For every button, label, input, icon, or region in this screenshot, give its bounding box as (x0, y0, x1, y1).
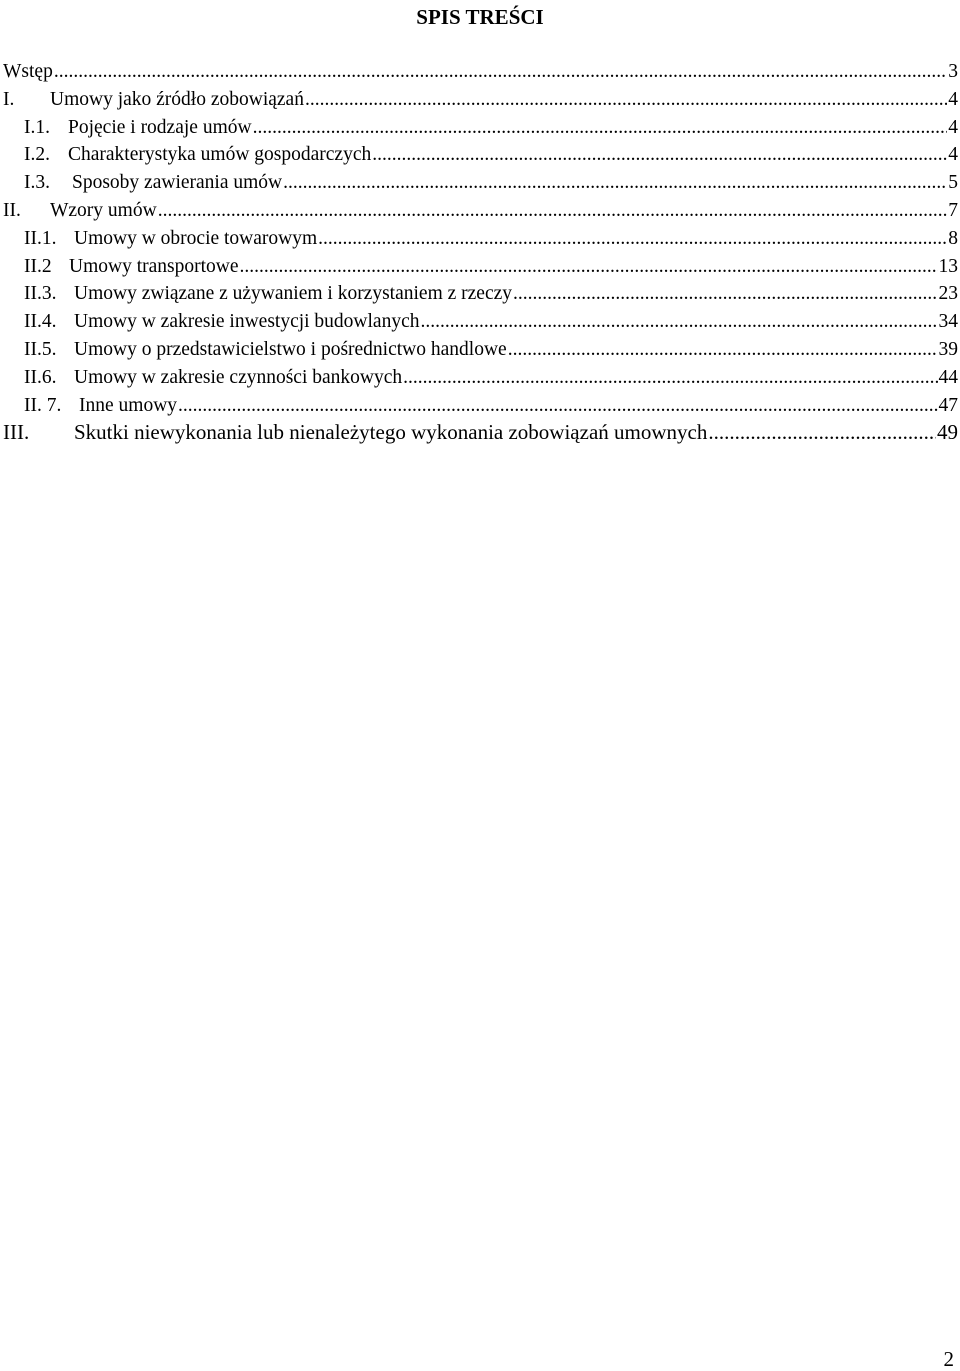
dot-leader (158, 197, 948, 225)
toc-entry-page: 49 (937, 420, 958, 445)
toc-entry-page: 39 (938, 338, 958, 360)
toc-entry-title: Umowy transportowe (69, 255, 239, 277)
toc-entry-number: I.2. (24, 144, 50, 166)
page-number: 2 (943, 1347, 954, 1371)
toc-entry-title: Umowy w zakresie inwestycji budowlanych (74, 311, 420, 333)
toc-entry-title: Inne umowy (79, 394, 178, 416)
table-of-contents (3, 58, 960, 447)
toc-entry[interactable] (3, 197, 960, 225)
toc-entry[interactable] (3, 169, 960, 197)
toc-entry-number: I.1. (24, 116, 50, 138)
toc-entry-number: II.5. (24, 338, 57, 360)
toc-entry[interactable] (3, 225, 960, 253)
dot-leader (240, 253, 938, 281)
dot-leader (421, 308, 938, 336)
toc-entry[interactable] (3, 419, 960, 447)
toc-entry[interactable] (3, 308, 960, 336)
dot-leader (403, 364, 937, 392)
toc-entry-number: II.2 (24, 255, 52, 277)
toc-entry-page: 8 (948, 227, 958, 249)
dot-leader (508, 336, 938, 364)
dot-leader (318, 225, 947, 253)
toc-entry-number: II.6. (24, 366, 57, 388)
toc-entry-number: II.1. (24, 227, 57, 249)
toc-entry-page: 5 (948, 172, 958, 194)
toc-entry-title: Umowy jako źródło zobowiązań (50, 88, 304, 110)
toc-entry-page: 47 (938, 394, 958, 416)
toc-entry[interactable] (3, 392, 960, 420)
toc-entry[interactable] (3, 364, 960, 392)
toc-entry-number: II. (3, 199, 21, 221)
toc-entry-page: 3 (948, 61, 958, 82)
dot-leader (54, 58, 947, 86)
dot-leader (283, 169, 947, 197)
toc-entry-page: 4 (948, 144, 958, 166)
page-title: SPIS TREŚCI (416, 5, 544, 29)
toc-entry-title: Umowy w obrocie towarowym (74, 227, 318, 249)
toc-entry-title: Umowy w zakresie czynności bankowych (74, 366, 403, 388)
dot-leader (708, 419, 936, 447)
toc-entry-number: I. (3, 88, 15, 110)
toc-entry-number: II.4. (24, 311, 57, 333)
toc-entry-page: 23 (938, 283, 958, 305)
toc-entry[interactable] (3, 58, 960, 86)
toc-entry-page: 44 (938, 366, 958, 388)
dot-leader (513, 280, 937, 308)
toc-entry[interactable] (3, 336, 960, 364)
toc-entry-title: Sposoby zawierania umów (72, 172, 283, 194)
toc-entry-page: 13 (938, 255, 958, 277)
toc-entry-title: Skutki niewykonania lub nienależytego wykonania zobowiązań umownych (74, 420, 708, 445)
toc-entry-title: Pojęcie i rodzaje umów (68, 116, 252, 138)
toc-entry[interactable] (3, 86, 960, 114)
dot-leader (253, 114, 948, 142)
toc-entry-page: 4 (948, 88, 958, 110)
toc-entry-page: 34 (938, 311, 958, 333)
toc-entry[interactable] (3, 141, 960, 169)
toc-entry[interactable] (3, 280, 960, 308)
toc-entry-title: Wzory umów (50, 199, 157, 221)
dot-leader (372, 141, 947, 169)
toc-entry-page: 4 (948, 116, 958, 138)
dot-leader (305, 86, 947, 114)
toc-entry-page: 7 (948, 199, 958, 221)
toc-entry-title: Wstęp (3, 61, 53, 82)
dot-leader (178, 392, 937, 420)
toc-entry-number: I.3. (24, 172, 50, 194)
toc-entry-number: II. 7. (24, 394, 62, 416)
toc-entry-title: Charakterystyka umów gospodarczych (68, 144, 372, 166)
toc-entry-number: II.3. (24, 283, 57, 305)
toc-entry-number: III. (3, 420, 30, 445)
toc-entry-title: Umowy związane z używaniem i korzystaniem z rzeczy (74, 283, 513, 305)
toc-entry[interactable] (3, 114, 960, 142)
toc-entry[interactable] (3, 253, 960, 281)
toc-entry-title: Umowy o przedstawicielstwo i pośrednictwo handlowe (74, 338, 507, 360)
